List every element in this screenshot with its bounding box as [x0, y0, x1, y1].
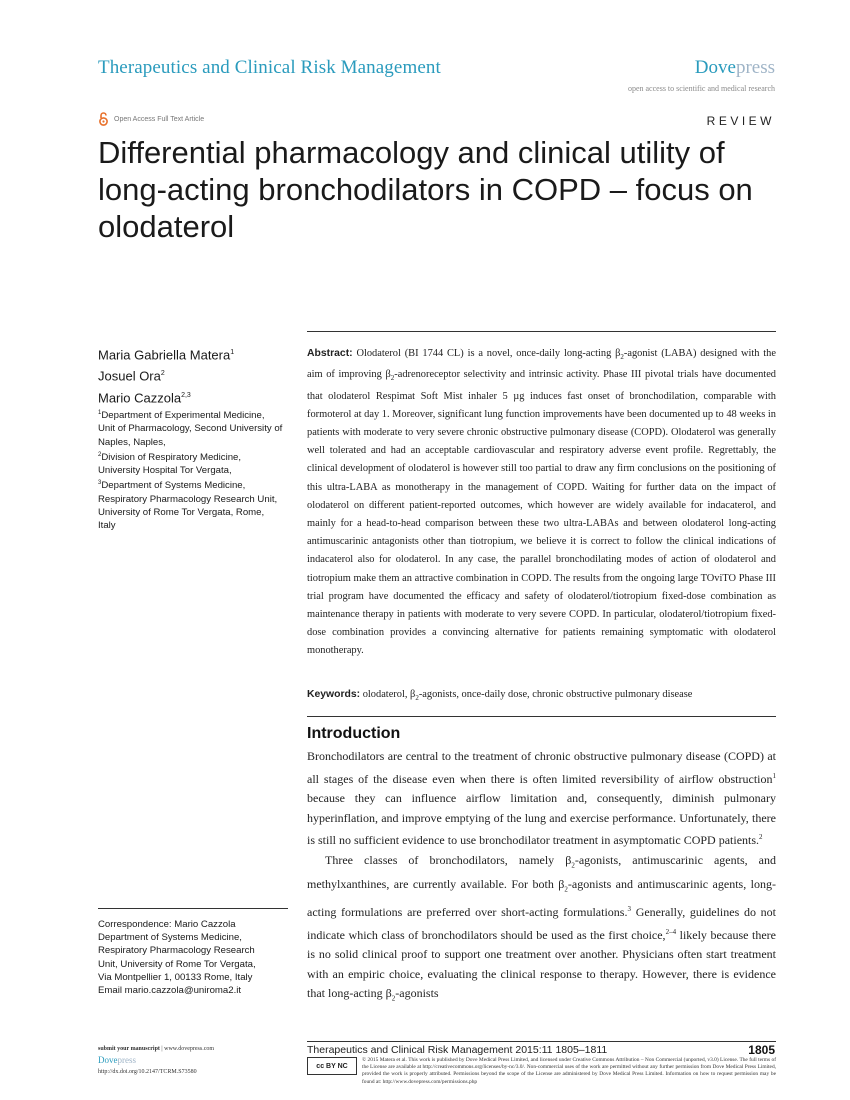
affiliation: $^3$Department of Systems Medicine, Respiratory Pharmacology Research Unit, University of Rome Tor Vergata, Rome, Italy: [98, 480, 278, 532]
license-text: © 2015 Matera et al. This work is published by Dove Medical Press Limited, and licensed under Creative Commons Attribution – Non Commercial (unported, v3.0) License. The full terms of the License are available at http://creativecommons.org/licenses/by-nc/3.0/. Non-commercial uses of the work are permitted without any further permission from Dove Medical Press Limited, provided the work is properly attributed. Permissions beyond the scope of the License are administered by Dove Medical Press Limited. Information on how to request permission may be found at: http://www.dovepress.com/permissions.php: [362, 1057, 776, 1085]
author: Maria Gabriella Matera$^1$: [98, 347, 235, 363]
affiliation: $^1$Department of Experimental Medicine, Unit of Pharmacology, Second University of Naples, Naples,: [98, 410, 283, 448]
open-access-badge: [98, 112, 204, 126]
affiliations: [98, 407, 283, 532]
footer-publisher-logo: Dovepress: [98, 1055, 136, 1065]
journal-title: Therapeutics and Clinical Risk Management: [98, 57, 441, 78]
abstract-label: Abstract:: [307, 348, 353, 359]
license: [307, 1057, 776, 1086]
page-number: 1805: [748, 1043, 775, 1057]
author: Mario Cazzola$^{2,3}$: [98, 389, 191, 405]
correspondence-divider: [98, 908, 288, 909]
article-title: Differential pharmacology and clinical utility of long-acting bronchodilators in COPD – focus on olodaterol: [98, 135, 753, 244]
introduction-body: [307, 747, 776, 1009]
publisher-logo: [695, 57, 775, 79]
creative-commons-icon[interactable]: cc BY NC: [307, 1057, 357, 1075]
publisher-logo-light: press: [735, 57, 775, 78]
affiliation: $^2$Division of Respiratory Medicine, University Hospital Tor Vergata,: [98, 451, 242, 477]
footer-citation: Therapeutics and Clinical Risk Management 2015:11 1805–1811: [307, 1044, 608, 1056]
abstract: Abstract: Olodaterol (BI 1744 CL) is a novel, once-daily long-acting $\beta_2$-agonist (LABA) designed with the aim of improving $\beta_2$-adrenoreceptor selectivity and intrinsic activity. Phase III pivotal trials have documented that olodaterol Respimat Soft Mist inhaler 5 µg induces fast onset of bronchodilation, comparable with formoterol at day 1. Moreover, significant lung function improvements have been documented up to 48 weeks in patients with moderate to very severe chronic obstructive pulmonary disease (COPD). Olodaterol was generally well tolerated and had an acceptable cardiovascular and respiratory adverse event profile. Regrettably, the clinical development of olodaterol is however still too partial to draw any firm conclusions on the positioning of this ultra-LABA as monotherapy in the management of COPD. Waiting for further data on the impact of olodaterol on different patient-reported outcomes, which however are widely available for indacaterol, and mainly for a head-to-head comparison between these two ultra-LABAs and between olodaterol long-acting antimuscarinic antagonists other than tiotropium, we believe it is correct to follow the clinical indications of indacaterol also for olodaterol. In any case, the parallel bronchodilating modes of action of olodaterol and tiotropium make them an attractive combination in COPD. The results from the ongoing large TOviTO Phase III trial program have documented the efficacy and safety of olodaterol/tiotropium fixed-dose combination as maintenance therapy in patients with moderate to very severe COPD. In particular, olodaterol/tiotropium fixed-dose combination provides a convincing alternative for patients remaining symptomatic with olodaterol monotherapy.: [307, 348, 776, 657]
footer-divider: [307, 1041, 776, 1042]
correspondence: Correspondence: Mario Cazzola Department of Systems Medicine, Respiratory Pharmacology Research Unit, University of Rome Tor Vergata, Via Montpellier 1, 00133 Rome, Italy Email mario.cazzola@uniroma2.it: [98, 918, 288, 997]
keywords-label: Keywords:: [307, 689, 361, 700]
footer-publisher-info: [98, 1044, 288, 1077]
publisher-tagline: open access to scientific and medical research: [627, 84, 775, 93]
keywords: Keywords: olodaterol, $\beta_2$-agonists, once-daily dose, chronic obstructive pulmonary disease: [307, 689, 693, 703]
abstract-top-divider: [307, 331, 776, 332]
section-heading: Introduction: [307, 725, 401, 742]
submit-manuscript-link[interactable]: submit your manuscript | www.dovepress.com: [98, 1046, 215, 1052]
paragraph: Three classes of bronchodilators, namely $\beta_2$-agonists, antimuscarinic agents, and methylxanthines, are currently available. For both $\beta_2$-agonists and antimuscarinic agents, long-acting formulations are preferred over short-acting formulations.$^3$ Generally, guidelines do not indicate which class of bronchodilators should be used as the first choice,$^{2-4}$ likely because there is no solid clinical proof to support one treatment over another. Physicians often start treatment with an empiric choice, evaluating the clinical response to therapy. However, there is evidence that long-acting $\beta_2$-agonists: [307, 852, 777, 1003]
correspondence-email[interactable]: Email mario.cazzola@uniroma2.it: [98, 985, 242, 997]
open-access-icon: [98, 112, 109, 126]
abstract-bottom-divider: [307, 716, 776, 717]
author-list: [98, 343, 234, 407]
article-type: REVIEW: [706, 114, 775, 128]
paragraph: Bronchodilators are central to the treatment of chronic obstructive pulmonary disease (COPD) at all stages of the disease even when there is often limited reversibility of airflow obstruction$^1$ because they can influence airflow limitation and, consequently, diminish pulmonary hyperinflation, and improve emptying of the lung and exercise performance. Unfortunately, there is still no sufficient evidence to use bronchodilator treatment in asymptomatic COPD patients.$^2$: [307, 749, 776, 847]
open-access-label: Open Access Full Text Article: [114, 115, 205, 123]
author: Josuel Ora$^2$: [98, 368, 165, 384]
publisher-logo-dark: Dove: [694, 57, 736, 78]
doi-link[interactable]: http://dx.doi.org/10.2147/TCRM.S73580: [98, 1069, 197, 1075]
